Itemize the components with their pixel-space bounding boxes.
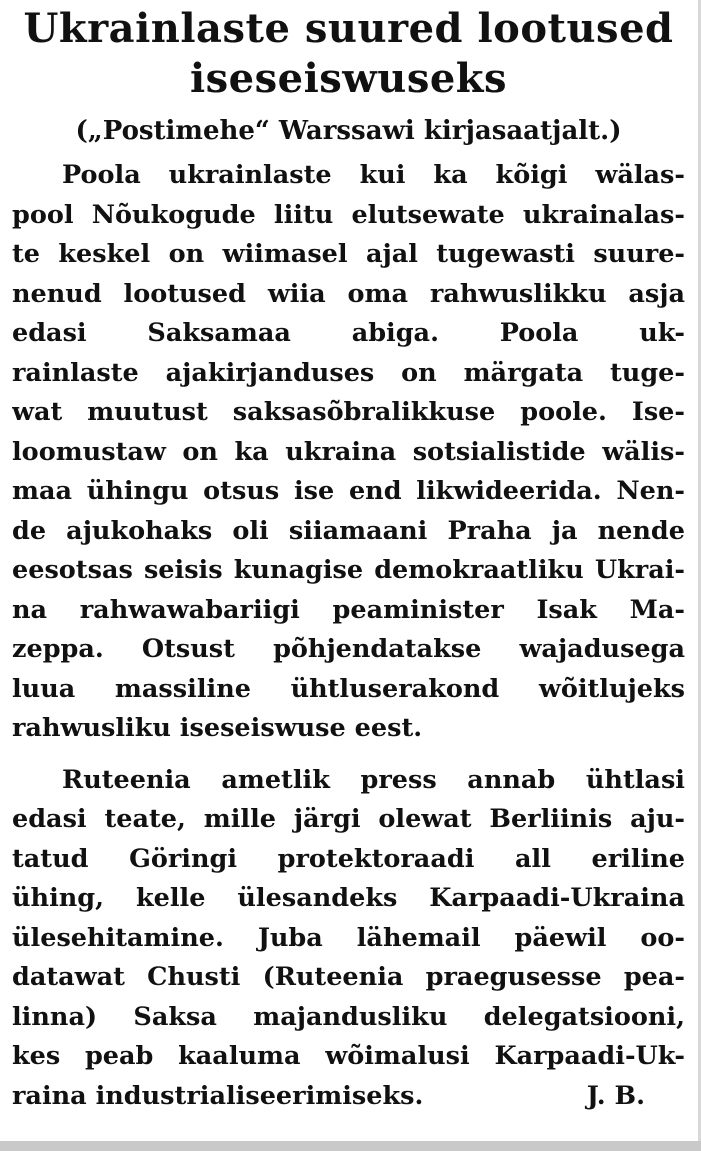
text-line: ülesehitamine. Juba lähemail päewil oo- [12,922,685,953]
headline-line-1: Ukrainlaste suured lootused [23,5,674,52]
text-line: rahwusliku iseseiswuse eest. [12,713,423,743]
closing-line [12,1077,685,1117]
headline-line-2: iseseiswuseks [189,55,508,102]
text-line: edasi Saksamaa abiga. Poola uk- [12,318,685,348]
paragraph-spacer [12,749,685,761]
text-line: luua massiline ühtluserakond wõitlujeks [12,673,685,704]
text-line: edasi teate, mille järgi olewat Berliinis aju- [12,804,685,834]
article-body [12,156,685,1116]
text-line: linna) Saksa majandusliku delegatsiooni, [12,1001,685,1032]
text-line: loomustaw on ka ukraina sotsialistide wälis- [12,436,685,467]
text-line: nenud lootused wiia oma rahwuslikku asja [12,278,685,309]
paragraph-2 [12,761,685,1077]
byline: („Postimehe“ Warssawi kirjasaatjalt.) [75,116,622,146]
text-line: wat muutust saksasõbralikkuse poole. Ise- [12,397,685,427]
text-line: eesotsas seisis kunagise demokraatliku Ukrai- [12,555,685,585]
text-line: maa ühingu otsus ise end likwideerida. Nen- [12,476,685,506]
scan-edge-bottom [0,1141,701,1151]
text-line: Ruteenia ametlik press annab ühtlasi [62,764,685,795]
text-line: pool Nõukogude liitu elutsewate ukrainalas- [12,199,685,230]
text-line: raina industrialiseerimiseks. [12,1080,424,1111]
text-line: rainlaste ajakirjanduses on märgata tuge- [12,357,685,388]
text-line: na rahwawabariigi peaminister Isak Ma- [12,594,685,625]
author-signature: J. B. [586,1080,645,1111]
text-line: datawat Chusti (Ruteenia praegusesse pea- [12,962,685,992]
text-line: tatud Göringi protektoraadi all eriline [12,843,685,874]
text-line: te keskel on wiimasel ajal tugewasti suure- [12,239,685,269]
text-line: Poola ukrainlaste kui ka kõigi wälas- [62,160,685,190]
text-line: zeppa. Otsust põhjendatakse wajadusega [12,634,685,664]
text-line: kes peab kaaluma wõimalusi Karpaadi-Uk- [12,1041,685,1071]
paragraph-1 [12,156,685,749]
text-line: ühing, kelle ülesandeks Karpaadi-Ukraina [12,883,685,913]
headline [12,4,685,104]
text-line: de ajukohaks oli siiamaani Praha ja nende [12,515,685,546]
